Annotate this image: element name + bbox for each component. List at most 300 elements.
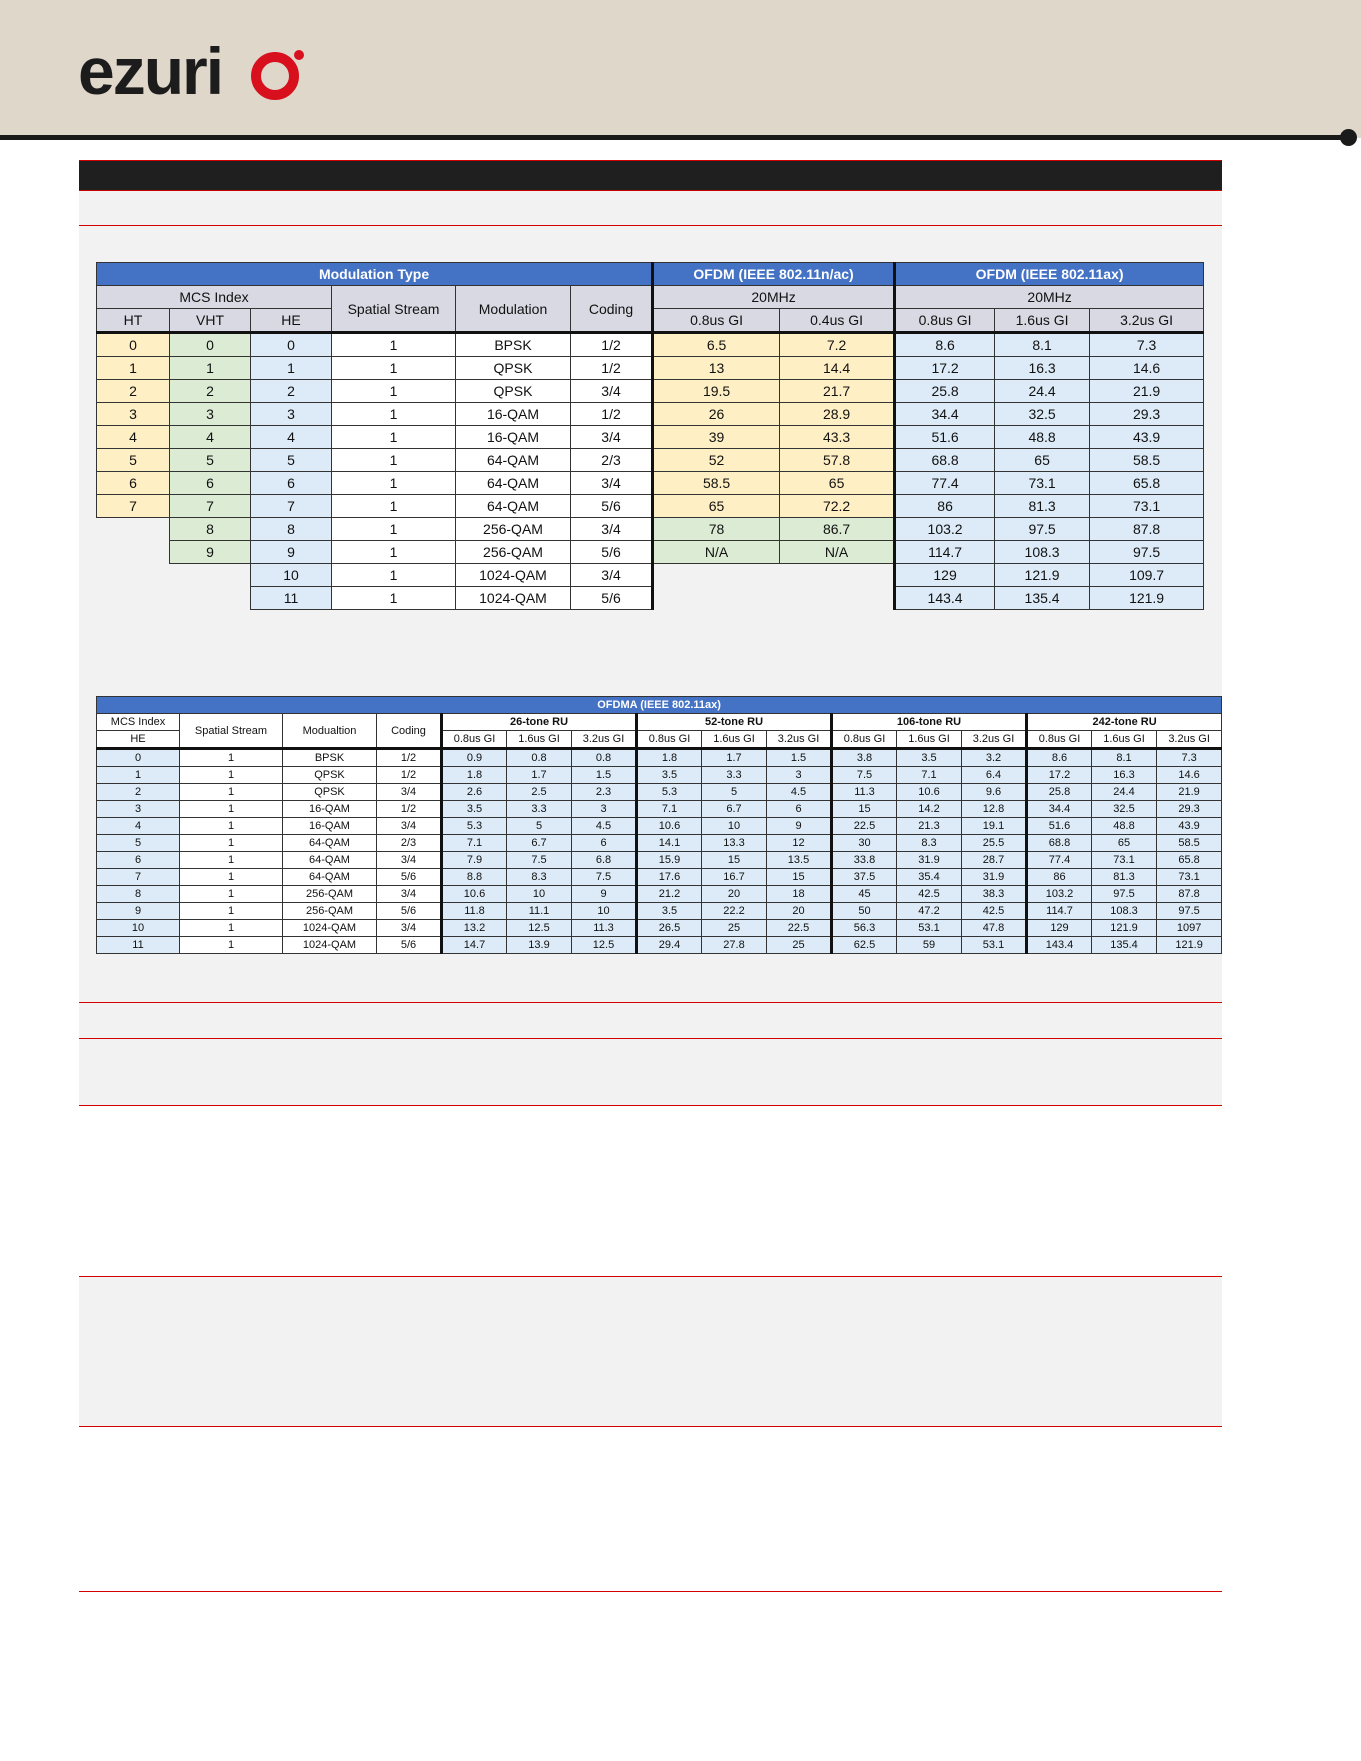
table-cell: 43.3: [780, 426, 895, 449]
table-cell: 32.5: [1092, 801, 1157, 818]
table-cell: 27.8: [702, 937, 767, 954]
table-cell: 17.6: [637, 869, 702, 886]
table-cell: 72.2: [780, 495, 895, 518]
table-cell: BPSK: [456, 333, 571, 357]
table-cell: 21.3: [897, 818, 962, 835]
table-cell: 30: [832, 835, 897, 852]
modulation-type-header: Modulation Type: [97, 263, 653, 286]
gi-header: 0.8us GI: [637, 731, 702, 749]
table-cell: 8: [97, 886, 180, 903]
table-cell: 15: [767, 869, 832, 886]
table-cell: 7: [97, 495, 170, 518]
table-cell: 20: [702, 886, 767, 903]
gi-header: 3.2us GI: [962, 731, 1027, 749]
table-cell: 5: [702, 784, 767, 801]
table-cell: 52: [653, 449, 780, 472]
table-cell: QPSK: [456, 357, 571, 380]
table-cell: 109.7: [1090, 564, 1204, 587]
gi-header: 0.8us GI: [442, 731, 507, 749]
table-cell: 1: [332, 449, 456, 472]
table-cell: 7.1: [897, 767, 962, 784]
table-cell: 65: [1092, 835, 1157, 852]
table-cell: 1024-QAM: [283, 937, 377, 954]
table-cell: 3.2: [962, 749, 1027, 767]
table-cell: 10: [507, 886, 572, 903]
table-cell: 1: [180, 937, 283, 954]
table-cell: 5: [507, 818, 572, 835]
row-panel: [79, 1003, 1222, 1038]
table-cell: 3: [97, 403, 170, 426]
table-cell: 53.1: [962, 937, 1027, 954]
table-cell: 56.3: [832, 920, 897, 937]
table-cell: 28.9: [780, 403, 895, 426]
table-cell: 3: [572, 801, 637, 818]
table-cell: 3.5: [637, 903, 702, 920]
table-cell: 1.8: [637, 749, 702, 767]
table-cell: 3/4: [377, 920, 442, 937]
table-cell: 31.9: [962, 869, 1027, 886]
table-cell: 135.4: [995, 587, 1090, 610]
table-row: [97, 472, 1204, 495]
bandwidth-n-header: 20MHz: [653, 286, 895, 309]
table-cell: 8.3: [507, 869, 572, 886]
ofdm-n-ac-header: OFDM (IEEE 802.11n/ac): [653, 263, 895, 286]
table-cell: 129: [895, 564, 995, 587]
table-cell: 68.8: [1027, 835, 1092, 852]
gi-header: 1.6us GI: [507, 731, 572, 749]
spatial-stream-header: Spatial Stream: [332, 286, 456, 333]
table-cell: 17.2: [1027, 767, 1092, 784]
table-cell: 65: [780, 472, 895, 495]
table-cell: 7: [97, 869, 180, 886]
table-row: [97, 886, 1222, 903]
table-cell: 11.3: [572, 920, 637, 937]
table-cell: 14.6: [1090, 357, 1204, 380]
table-cell: 1: [180, 818, 283, 835]
table-row: [97, 587, 1204, 610]
table-cell: 1: [332, 357, 456, 380]
table-cell: 12: [767, 835, 832, 852]
table-cell: 7.9: [442, 852, 507, 869]
spacer-panel: [79, 191, 1222, 225]
gi-header: 1.6us GI: [702, 731, 767, 749]
header-rule: [0, 135, 1348, 140]
table-cell: 0: [97, 749, 180, 767]
table-cell: 0.8: [572, 749, 637, 767]
table-cell: 1.5: [767, 749, 832, 767]
table-cell: 3/4: [571, 380, 653, 403]
table-cell: 1: [332, 518, 456, 541]
table-cell: 21.7: [780, 380, 895, 403]
table-cell: 65: [653, 495, 780, 518]
table-cell: [780, 564, 895, 587]
header-rule-dot: [1340, 129, 1357, 146]
table-cell: QPSK: [283, 767, 377, 784]
table-cell: 7.3: [1157, 749, 1222, 767]
table-cell: QPSK: [456, 380, 571, 403]
table-cell: 1/2: [571, 333, 653, 357]
table-cell: 14.1: [637, 835, 702, 852]
table-cell: 121.9: [1092, 920, 1157, 937]
table-cell: 1: [332, 495, 456, 518]
vht-header: VHT: [170, 309, 251, 333]
table-cell: 2.5: [507, 784, 572, 801]
table-cell: 42.5: [962, 903, 1027, 920]
table-cell: 29.4: [637, 937, 702, 954]
gi-header: 3.2us GI: [572, 731, 637, 749]
table-row: [97, 380, 1204, 403]
table-cell: 5: [97, 835, 180, 852]
table-cell: 1/2: [377, 801, 442, 818]
table-cell: 135.4: [1092, 937, 1157, 954]
table-cell: 1: [332, 541, 456, 564]
table-cell: 22.2: [702, 903, 767, 920]
table-cell: [653, 564, 780, 587]
table-cell: 4.5: [572, 818, 637, 835]
table-cell: 1: [170, 357, 251, 380]
table-cell: 7.3: [1090, 333, 1204, 357]
table-cell: 6: [767, 801, 832, 818]
table-cell: 17.2: [895, 357, 995, 380]
coding-header: Coding: [377, 714, 442, 749]
table-cell: 1: [332, 587, 456, 610]
table-cell: 24.4: [995, 380, 1090, 403]
table-cell: 114.7: [895, 541, 995, 564]
table-cell: 0: [251, 333, 332, 357]
table-cell: 16-QAM: [283, 801, 377, 818]
table-cell: 47.2: [897, 903, 962, 920]
table-cell: 1: [180, 835, 283, 852]
gi-header: 3.2us GI: [767, 731, 832, 749]
table-cell: 8.6: [1027, 749, 1092, 767]
table-cell: 7.5: [507, 852, 572, 869]
table-cell: 21.2: [637, 886, 702, 903]
table-cell: 256-QAM: [456, 541, 571, 564]
table-cell: 51.6: [1027, 818, 1092, 835]
table-cell: 7.1: [442, 835, 507, 852]
table-row: [97, 333, 1204, 357]
table-cell: 34.4: [895, 403, 995, 426]
table-cell: 3/4: [377, 852, 442, 869]
table-cell: 21.9: [1157, 784, 1222, 801]
table-cell: 10.6: [637, 818, 702, 835]
table-cell: 8.1: [1092, 749, 1157, 767]
table-cell: 10.6: [897, 784, 962, 801]
table-cell: 10: [251, 564, 332, 587]
table-cell: 64-QAM: [456, 495, 571, 518]
gi-header: 3.2us GI: [1090, 309, 1204, 333]
table-cell: [170, 587, 251, 610]
table-row: [97, 835, 1222, 852]
table-cell: 1: [180, 749, 283, 767]
table-cell: 64-QAM: [283, 869, 377, 886]
table-cell: 2.6: [442, 784, 507, 801]
table-cell: 42.5: [897, 886, 962, 903]
table-cell: 3.5: [442, 801, 507, 818]
table-cell: 38.3: [962, 886, 1027, 903]
table-row: [97, 449, 1204, 472]
table-cell: 15.9: [637, 852, 702, 869]
table-cell: 64-QAM: [456, 472, 571, 495]
table-cell: 16-QAM: [456, 426, 571, 449]
table-cell: 11.8: [442, 903, 507, 920]
table-cell: 47.8: [962, 920, 1027, 937]
table-row: [97, 518, 1204, 541]
table-cell: [97, 564, 170, 587]
table-cell: 81.3: [995, 495, 1090, 518]
table-cell: 13.3: [702, 835, 767, 852]
table-cell: 3/4: [571, 518, 653, 541]
table-cell: 1.7: [507, 767, 572, 784]
table-cell: 1/2: [377, 767, 442, 784]
table-cell: 1: [332, 403, 456, 426]
table-cell: 20: [767, 903, 832, 920]
he-header: HE: [251, 309, 332, 333]
table-cell: 62.5: [832, 937, 897, 954]
gi-header: 1.6us GI: [897, 731, 962, 749]
table-cell: 14.6: [1157, 767, 1222, 784]
table-cell: 25.5: [962, 835, 1027, 852]
table-row: [97, 852, 1222, 869]
table-cell: 4: [170, 426, 251, 449]
table-cell: 4: [251, 426, 332, 449]
table-cell: 28.7: [962, 852, 1027, 869]
table-cell: 5.3: [442, 818, 507, 835]
page-header: [0, 0, 1361, 138]
table-cell: 2: [251, 380, 332, 403]
table-cell: 25.8: [895, 380, 995, 403]
ru-242-header: 242-tone RU: [1027, 714, 1222, 731]
table-cell: 5: [251, 449, 332, 472]
table-cell: 73.1: [1157, 869, 1222, 886]
table-cell: 1: [251, 357, 332, 380]
table-cell: 16-QAM: [283, 818, 377, 835]
table-cell: 12.8: [962, 801, 1027, 818]
table-cell: 1/2: [377, 749, 442, 767]
table-cell: 3/4: [571, 426, 653, 449]
modulation-header: Modulation: [456, 286, 571, 333]
table-cell: 73.1: [1090, 495, 1204, 518]
table-cell: 81.3: [1092, 869, 1157, 886]
gi-header: 0.8us GI: [895, 309, 995, 333]
table-cell: 19.5: [653, 380, 780, 403]
table-cell: 0.8: [507, 749, 572, 767]
table-cell: 8: [170, 518, 251, 541]
table-cell: 1: [180, 903, 283, 920]
table-cell: 78: [653, 518, 780, 541]
table-cell: 14.2: [897, 801, 962, 818]
gi-header: 1.6us GI: [995, 309, 1090, 333]
table-cell: 5/6: [571, 495, 653, 518]
table-cell: 10: [97, 920, 180, 937]
table-cell: 31.9: [897, 852, 962, 869]
gi-header: 0.4us GI: [780, 309, 895, 333]
table-cell: 58.5: [653, 472, 780, 495]
ofdm-data-rate-table: [96, 262, 1204, 610]
table-cell: 6.8: [572, 852, 637, 869]
table-cell: 29.3: [1090, 403, 1204, 426]
table-cell: 35.4: [897, 869, 962, 886]
table-row: [97, 767, 1222, 784]
table-cell: 29.3: [1157, 801, 1222, 818]
table-cell: 6: [170, 472, 251, 495]
table-row: [97, 495, 1204, 518]
modulation-header: Modualtion: [283, 714, 377, 749]
table-cell: 86: [895, 495, 995, 518]
table-cell: 2: [97, 380, 170, 403]
table-cell: 1: [180, 767, 283, 784]
table-cell: 3.3: [702, 767, 767, 784]
table-cell: 64-QAM: [456, 449, 571, 472]
table-cell: 64-QAM: [283, 852, 377, 869]
table-cell: 4: [97, 818, 180, 835]
table-cell: 6.7: [702, 801, 767, 818]
table-cell: 58.5: [1157, 835, 1222, 852]
svg-text:ezuri: ezuri: [78, 36, 223, 108]
table-cell: 24.4: [1092, 784, 1157, 801]
table-cell: 256-QAM: [456, 518, 571, 541]
ofdma-header: OFDMA (IEEE 802.11ax): [97, 697, 1222, 714]
table-cell: 1.8: [442, 767, 507, 784]
table-cell: 13.5: [767, 852, 832, 869]
spatial-stream-header: Spatial Stream: [180, 714, 283, 749]
table-cell: N/A: [653, 541, 780, 564]
table-cell: [653, 587, 780, 610]
table-cell: 43.9: [1157, 818, 1222, 835]
table-cell: 1: [332, 472, 456, 495]
table-cell: 1: [180, 784, 283, 801]
table-cell: 143.4: [1027, 937, 1092, 954]
table-row: [97, 357, 1204, 380]
table-cell: 77.4: [1027, 852, 1092, 869]
table-cell: 32.5: [995, 403, 1090, 426]
table-cell: 1: [97, 357, 170, 380]
table-cell: 16.7: [702, 869, 767, 886]
table-cell: 3: [251, 403, 332, 426]
table-cell: 5/6: [571, 541, 653, 564]
table-cell: 5/6: [377, 869, 442, 886]
ofdma-data-rate-table: [96, 696, 1222, 954]
table-cell: [97, 541, 170, 564]
he-header: HE: [97, 731, 180, 749]
table-cell: 121.9: [1157, 937, 1222, 954]
table-cell: 143.4: [895, 587, 995, 610]
table-cell: 9.6: [962, 784, 1027, 801]
table-cell: 25.8: [1027, 784, 1092, 801]
table-cell: 13.2: [442, 920, 507, 937]
table-cell: 6: [97, 472, 170, 495]
coding-header: Coding: [571, 286, 653, 333]
ofdm-ax-header: OFDM (IEEE 802.11ax): [895, 263, 1204, 286]
table-cell: 73.1: [995, 472, 1090, 495]
table-cell: 1097: [1157, 920, 1222, 937]
section-title-bar: [79, 160, 1222, 191]
table-cell: 1: [332, 380, 456, 403]
table-cell: 4.5: [767, 784, 832, 801]
table-cell: 48.8: [1092, 818, 1157, 835]
table-cell: 97.5: [995, 518, 1090, 541]
table-cell: 3.8: [832, 749, 897, 767]
gi-header: 3.2us GI: [1157, 731, 1222, 749]
table-cell: 6.5: [653, 333, 780, 357]
table-cell: 16.3: [1092, 767, 1157, 784]
table-cell: 5.3: [637, 784, 702, 801]
table-cell: 1: [332, 426, 456, 449]
table-cell: 1/2: [571, 357, 653, 380]
table-cell: 13: [653, 357, 780, 380]
table-cell: 18: [767, 886, 832, 903]
table-cell: 48.8: [995, 426, 1090, 449]
table-row: [97, 541, 1204, 564]
table-cell: 1: [180, 886, 283, 903]
table-cell: 1: [332, 564, 456, 587]
table-cell: 2: [170, 380, 251, 403]
table-row: [97, 784, 1222, 801]
table-cell: 9: [170, 541, 251, 564]
table-cell: 121.9: [1090, 587, 1204, 610]
table-row: [97, 920, 1222, 937]
table-cell: 3.3: [507, 801, 572, 818]
table-cell: 9: [251, 541, 332, 564]
table-cell: 8.1: [995, 333, 1090, 357]
bandwidth-ax-header: 20MHz: [895, 286, 1204, 309]
table-cell: 86: [1027, 869, 1092, 886]
table-cell: 10: [572, 903, 637, 920]
table-cell: 5/6: [377, 937, 442, 954]
table-cell: 12.5: [572, 937, 637, 954]
table-cell: 45: [832, 886, 897, 903]
table-cell: 1/2: [571, 403, 653, 426]
table-cell: [170, 564, 251, 587]
row-panel: [79, 1277, 1222, 1426]
table-cell: 16.3: [995, 357, 1090, 380]
table-cell: 13.9: [507, 937, 572, 954]
ru-106-header: 106-tone RU: [832, 714, 1027, 731]
table-cell: 51.6: [895, 426, 995, 449]
table-cell: 65.8: [1157, 852, 1222, 869]
table-row: [97, 937, 1222, 954]
table-cell: 15: [832, 801, 897, 818]
table-row: [97, 818, 1222, 835]
table-cell: [97, 518, 170, 541]
gi-header: 0.8us GI: [832, 731, 897, 749]
ezurio-logo: [78, 36, 314, 117]
table-row: [97, 749, 1222, 767]
table-cell: 6: [572, 835, 637, 852]
table-cell: 77.4: [895, 472, 995, 495]
table-cell: 1: [97, 767, 180, 784]
table-cell: 7: [251, 495, 332, 518]
table-cell: 3: [97, 801, 180, 818]
table-cell: 16-QAM: [456, 403, 571, 426]
table-cell: 10: [702, 818, 767, 835]
table-cell: [780, 587, 895, 610]
table-cell: 11: [251, 587, 332, 610]
ru-26-header: 26-tone RU: [442, 714, 637, 731]
table-cell: 4: [97, 426, 170, 449]
table-cell: 1: [332, 333, 456, 357]
table-row: [97, 801, 1222, 818]
table-cell: 1024-QAM: [283, 920, 377, 937]
table-cell: 11.1: [507, 903, 572, 920]
table-cell: 7.5: [832, 767, 897, 784]
table-cell: 8: [251, 518, 332, 541]
table-cell: 1.5: [572, 767, 637, 784]
table-cell: 1024-QAM: [456, 564, 571, 587]
ru-52-header: 52-tone RU: [637, 714, 832, 731]
table-cell: 5: [97, 449, 170, 472]
table-cell: 86.7: [780, 518, 895, 541]
